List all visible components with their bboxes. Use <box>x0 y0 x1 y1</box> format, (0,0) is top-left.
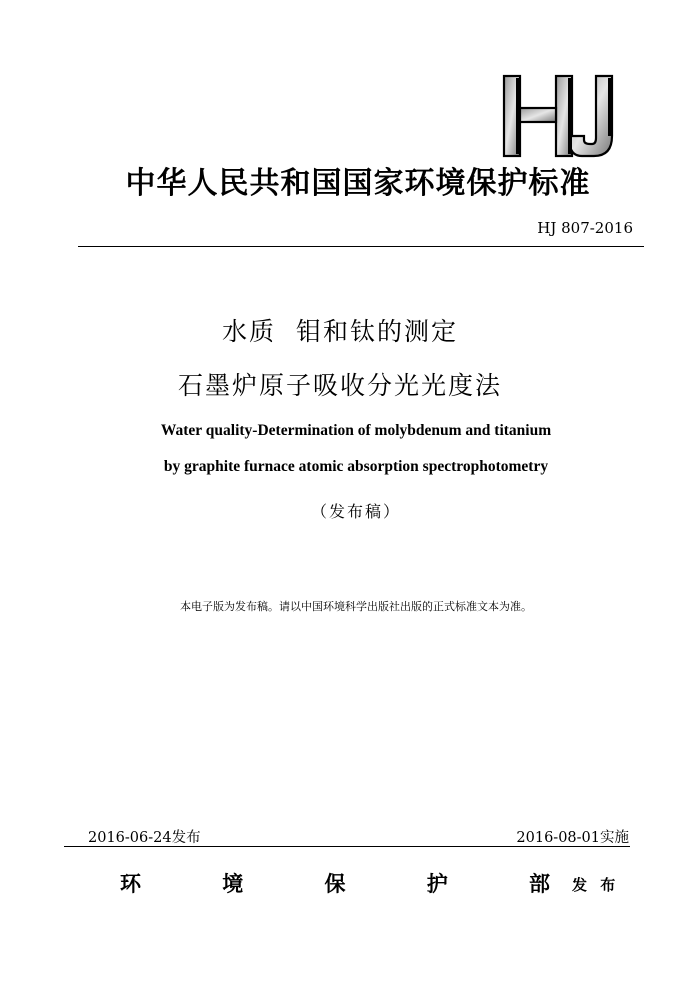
ministry-name <box>120 868 550 898</box>
hj-logo <box>498 72 628 162</box>
ministry-char: 环 <box>120 872 141 896</box>
title-cn-line2: 石墨炉原子吸收分光光度法 <box>177 371 502 400</box>
ministry-char: 境 <box>222 872 244 896</box>
ministry-char: 部 <box>529 872 550 896</box>
ministry-char: 护 <box>426 872 448 896</box>
title-en-line2: by graphite furnace atomic absorption spectrophotometry <box>163 458 549 475</box>
publish-label: 发 布 <box>572 876 620 894</box>
footer-divider <box>64 846 630 847</box>
draft-label: （发布稿） <box>310 502 401 521</box>
title-en-line1: Water quality-Determination of molybdenum and titanium <box>160 422 552 439</box>
title-cn-line1: 水质 钼和钛的测定 <box>222 317 458 346</box>
issue-date: 2016-06-24发布 <box>88 830 201 846</box>
header-divider <box>78 246 644 247</box>
ministry-char: 保 <box>324 872 346 896</box>
implementation-date: 2016-08-01实施 <box>516 830 629 846</box>
standard-code: HJ 807-2016 <box>537 219 633 237</box>
electronic-version-notice: 本电子版为发布稿。请以中国环境科学出版社出版的正式标准文本为准。 <box>180 600 532 613</box>
standard-title: 中华人民共和国国家环境保护标准 <box>125 166 591 201</box>
